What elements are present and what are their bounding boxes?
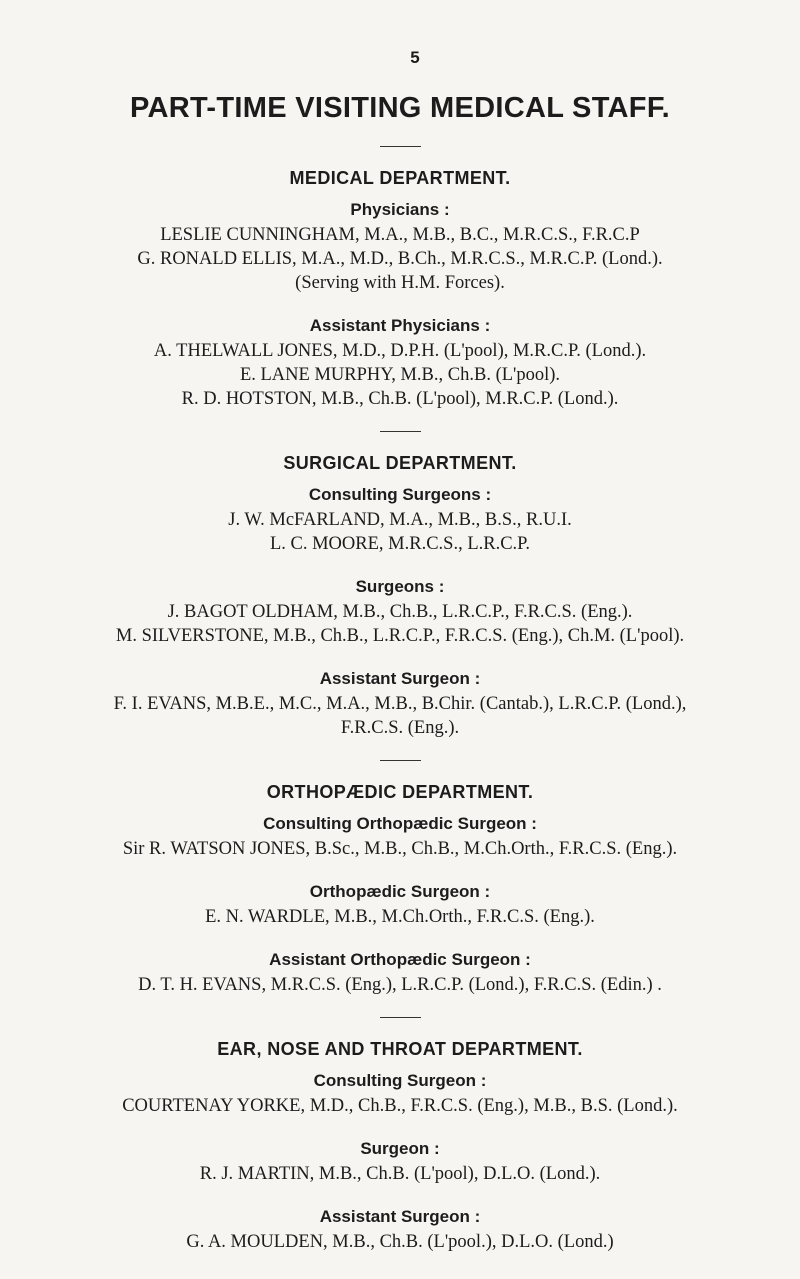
- staff-entry: E. N. WARDLE, M.B., M.Ch.Orth., F.R.C.S. (Eng.).: [205, 907, 595, 927]
- staff-entry: D. T. H. EVANS, M.R.C.S. (Eng.), L.R.C.P. (Lond.), F.R.C.S. (Edin.) .: [138, 975, 662, 995]
- role-heading: Consulting Orthopædic Surgeon :: [263, 814, 537, 833]
- staff-listing: [0, 146, 800, 1254]
- staff-entry: COURTENAY YORKE, M.D., Ch.B., F.R.C.S. (Eng.), M.B., B.S. (Lond.).: [122, 1096, 678, 1116]
- surgical-department: [0, 431, 800, 740]
- section-divider: [380, 431, 421, 432]
- section-divider: [380, 1017, 421, 1018]
- department-heading: ORTHOPÆDIC DEPARTMENT.: [266, 782, 534, 802]
- role-heading: Orthopædic Surgeon :: [309, 882, 491, 901]
- department-heading: SURGICAL DEPARTMENT.: [283, 453, 517, 473]
- role-heading: Assistant Physicians :: [309, 316, 491, 335]
- staff-entry: Sir R. WATSON JONES, B.Sc., M.B., Ch.B., M.Ch.Orth., F.R.C.S. (Eng.).: [122, 839, 678, 859]
- staff-entry: J. BAGOT OLDHAM, M.B., Ch.B., L.R.C.P., F.R.C.S. (Eng.).: [167, 602, 633, 622]
- department-heading: EAR, NOSE AND THROAT DEPARTMENT.: [217, 1039, 583, 1059]
- role-heading: Assistant Surgeon :: [319, 1207, 481, 1226]
- role-heading: Surgeon :: [360, 1139, 440, 1158]
- department-heading: MEDICAL DEPARTMENT.: [289, 168, 511, 188]
- staff-entry: LESLIE CUNNINGHAM, M.A., M.B., B.C., M.R.C.S., F.R.C.P: [160, 225, 640, 245]
- staff-entry: R. D. HOTSTON, M.B., Ch.B. (L'pool), M.R.C.P. (Lond.).: [181, 389, 619, 409]
- staff-entry: E. LANE MURPHY, M.B., Ch.B. (L'pool).: [239, 365, 561, 385]
- role-heading: Physicians :: [350, 200, 450, 219]
- role-heading: Surgeons :: [355, 577, 445, 596]
- staff-entry: G. A. MOULDEN, M.B., Ch.B. (L'pool.), D.L.O. (Lond.): [186, 1232, 614, 1252]
- ent-department: [0, 1017, 800, 1254]
- medical-department: [0, 146, 800, 411]
- staff-entry: F. I. EVANS, M.B.E., M.C., M.A., M.B., B.Chir. (Cantab.), L.R.C.P. (Lond.),: [113, 694, 687, 714]
- orthopaedic-department: [0, 760, 800, 997]
- page-title: PART-TIME VISITING MEDICAL STAFF.: [130, 92, 670, 124]
- staff-entry: A. THELWALL JONES, M.D., D.P.H. (L'pool), M.R.C.P. (Lond.).: [153, 341, 647, 361]
- staff-entry: L. C. MOORE, M.R.C.S., L.R.C.P.: [269, 534, 531, 554]
- staff-entry: R. J. MARTIN, M.B., Ch.B. (L'pool), D.L.O. (Lond.).: [199, 1164, 601, 1184]
- staff-entry-note: (Serving with H.M. Forces).: [295, 273, 505, 293]
- section-divider: [380, 760, 421, 761]
- staff-entry: G. RONALD ELLIS, M.A., M.D., B.Ch., M.R.C.S., M.R.C.P. (Lond.).: [137, 249, 663, 269]
- role-heading: Consulting Surgeons :: [308, 485, 492, 504]
- role-heading: Assistant Orthopædic Surgeon :: [269, 950, 531, 969]
- role-heading: Consulting Surgeon :: [313, 1071, 487, 1090]
- staff-entry: F.R.C.S. (Eng.).: [340, 718, 460, 738]
- page-number: 5: [410, 48, 420, 67]
- staff-entry: M. SILVERSTONE, M.B., Ch.B., L.R.C.P., F.R.C.S. (Eng.), Ch.M. (L'pool).: [115, 626, 685, 646]
- section-divider: [380, 146, 421, 147]
- role-heading: Assistant Surgeon :: [319, 669, 481, 688]
- staff-entry: J. W. McFARLAND, M.A., M.B., B.S., R.U.I.: [228, 510, 572, 530]
